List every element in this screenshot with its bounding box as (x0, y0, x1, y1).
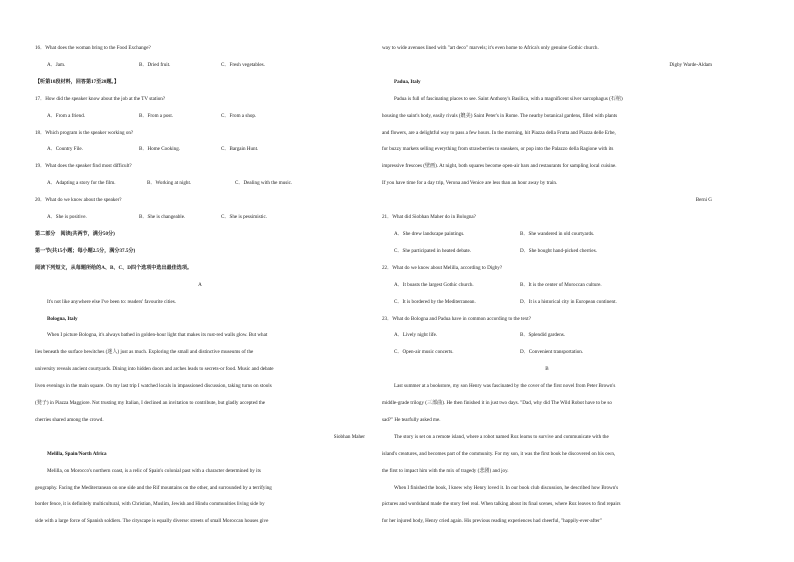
question-16: 16．What does the woman bring to the Food Exchange? (35, 45, 151, 51)
passage-b-line: The story is set on a remote island, where a robot named Roz learns to survive and communicate with the (394, 433, 609, 440)
bologna-heading: Bologna, Italy (47, 315, 78, 322)
option-c[interactable]: C．Fresh vegetables. (221, 61, 265, 68)
option-b[interactable]: B．Working at night. (147, 180, 192, 187)
option-a[interactable]: A．Jam. (47, 61, 66, 68)
bologna-author: Siobhan Maher (333, 433, 365, 440)
padua-author: Berni G (695, 197, 712, 204)
section-note-10: 【听第10段材料，回答第17至20题。】 (35, 78, 120, 85)
option-a[interactable]: A．From a friend. (47, 112, 86, 119)
option-a[interactable]: A．Lively night life. (394, 332, 438, 339)
q23-options (382, 344, 712, 361)
left-column (35, 40, 365, 530)
passage-b-line: Last summer at a bookstore, my son Henry was fascinated by the cover of the first novel from Peter Brown's (394, 383, 616, 390)
option-c[interactable]: C．Open-air music concerts. (394, 349, 454, 356)
passage-a-intro: It's not like anywhere else I've been to: readers' favourite cities. (47, 298, 177, 305)
option-a[interactable]: A．It boasts the largest Gothic church. (394, 281, 474, 288)
melilla-heading: Melilla, Spain/North Africa (47, 450, 107, 457)
q18-options (35, 141, 365, 158)
passage-b-line: the first to impact him with the mix of tragedy (悲剧) and joy. (382, 467, 509, 474)
option-d[interactable]: D．Convenient transportation. (520, 349, 584, 356)
bologna-line: When I picture Bologna, it's always bathed in golden-hour light that makes its rust-red walls glow. But what (47, 332, 268, 339)
option-c[interactable]: C．She participated in heated debate. (394, 247, 472, 254)
melilla-line: Melilla, on Morocco's northern coast, is a relic of Spain's colonial past with a character determined by its (47, 467, 261, 474)
passage-b-line: sad?" He tearfully asked me. (382, 416, 441, 423)
padua-line: If you have time for a day trip, Verona and Venice are less than an hour away by train. (382, 180, 558, 187)
option-a[interactable]: A．She is positive. (47, 214, 87, 221)
q19-options (35, 175, 365, 192)
melilla-author: Digby Warde-Aldam (669, 61, 712, 68)
q21-options (382, 243, 712, 260)
padua-heading: Padua, Italy (394, 78, 421, 85)
melilla-line: geography. Facing the Mediterranean on one side and the Rif mountains on the other, and surrounded by a terrifying (35, 484, 272, 491)
q20-options (35, 209, 365, 226)
bologna-line: liven evenings in the main square. On my last trip I watched locals in impassioned discussion, taking turns on stools (35, 383, 272, 390)
melilla-line: side with a large force of Spanish soldiers. The cityscape is equally diverse: streets of small Moroccan houses give (35, 518, 269, 525)
passage-b-line: pictures and wordsland made the story feel real. When talking about its final scenes, where Roz leaves to find repairs (382, 501, 621, 508)
bologna-line: cherries shared among the crowd. (35, 416, 104, 423)
option-a[interactable]: A．Country File. (47, 146, 83, 153)
option-c[interactable]: C．Dealing with the music. (235, 180, 293, 187)
padua-line: and flowers, are a delightful way to pass a few hours. In the morning, hit Piazza della Frutta and Piazza delle Erbe, (382, 129, 616, 136)
question-22: 22．What do we know about Melilla, according to Digby? (382, 264, 503, 271)
passage-b-line: When I finished the book, I knew why Henry loved it. In our book club discussion, he described how Brown's (394, 484, 619, 491)
question-20: 20．What do we know about the speaker? (35, 197, 122, 204)
question-18: 18．Which program is the speaker working on? (35, 129, 134, 136)
option-b[interactable]: B．It is the center of Moroccan culture. (520, 281, 602, 288)
option-c[interactable]: C．Bargain Hunt. (221, 146, 259, 153)
option-b[interactable]: B．Splendid gardens. (520, 332, 565, 339)
padua-line: housing the saint's body, easily rivals (媲美) Saint Peter's in Rome. The nearby botanical gardens, filled with plants (382, 112, 618, 119)
padua-line: for buzzy markets selling everything from strawberries to sneakers, or pop into the Palazzo della Ragione with its (382, 146, 614, 153)
reading-instructions: 阅读下列短文，从每题所给的A、B、C、D四个选项中选出最佳选项。 (35, 264, 193, 271)
bologna-line: lies beneath the surface bewitches (迷人) just as much. Exploring the small and distinctive museums of the (35, 349, 254, 356)
padua-line: Padua is full of fascinating places to see. Saint Anthony's Basilica, with a magnificent silver sarcophagus (石棺) (394, 95, 623, 102)
passage-b-label: B (545, 366, 549, 373)
option-b[interactable]: B．Home Cooking. (139, 146, 181, 153)
q21-options (382, 226, 712, 243)
option-c[interactable]: C．From a shop. (221, 112, 257, 119)
option-b[interactable]: B．She wandered in old courtyards. (520, 230, 595, 237)
part-two-heading: 第二部分 阅读(共两节，满分50分) (35, 230, 115, 237)
melilla-line: border fence, it is definitely multicultural, with Christian, Muslim, Jewish and Hindu communities living side by (35, 501, 265, 508)
option-c[interactable]: C．She is pessimistic. (221, 214, 267, 221)
q16-options (35, 57, 365, 74)
option-d[interactable]: D．She bought hand-picked cherries. (520, 247, 597, 254)
bologna-line: (凳子) in Piazza Maggiore. Not trusting my Italian, I declined an invitation to contribute, but gladly accepted the (35, 400, 266, 407)
melilla-continuation: way to wide avenues lined with "art deco" marvels; it's even home to Africa's only genuine Gothic church. (382, 45, 599, 51)
passage-a-label: A (198, 281, 202, 288)
question-19: 19．What does the speaker find most difficult? (35, 163, 132, 170)
passage-b-line: for her injured body, Henry cried again. His previous reading experiences had cheerful, "happily-ever-after" (382, 518, 602, 525)
q22-options (382, 294, 712, 311)
question-17: 17．How did the speaker know about the job at the TV station? (35, 95, 166, 102)
padua-line: impressive frescoes (壁画). At night, both squares become open-air bars and restaurants for sampling local cuisine. (382, 163, 617, 170)
option-c[interactable]: C．It is bordered by the Mediterranean. (394, 298, 476, 305)
passage-b-line: middle-grade trilogy (三部曲). He then finished it in just two days. "Dad, why did The Wild Robot have to be so (382, 400, 612, 407)
section-one-heading: 第一节(共15小题；每小题2.5分，满分37.5分) (35, 247, 136, 254)
option-b[interactable]: B．She is changeable. (139, 214, 186, 221)
bologna-line: university reveals ancient courtyards. Dining into hidden doors and arches leads to secrets-or food. Music and debate (35, 366, 274, 373)
q23-options (382, 327, 712, 344)
q17-options (35, 108, 365, 125)
passage-b-line: island's creatures, and becomes part of the community. For my son, it was the first book he discovered on his own, (382, 450, 616, 457)
question-23: 23．What do Bologna and Padua have in common according to the text? (382, 315, 531, 322)
option-a[interactable]: A．She drew landscape paintings. (394, 230, 465, 237)
option-a[interactable]: A．Adapting a story for the film. (47, 180, 116, 187)
option-d[interactable]: D．It is a historical city in European continent. (520, 298, 617, 305)
option-b[interactable]: B．Dried fruit. (139, 61, 171, 68)
question-21: 21．What did Siobhan Maher do in Bologna? (382, 214, 476, 221)
right-column (382, 40, 712, 530)
q22-options (382, 277, 712, 294)
option-b[interactable]: B．From a post. (139, 112, 174, 119)
